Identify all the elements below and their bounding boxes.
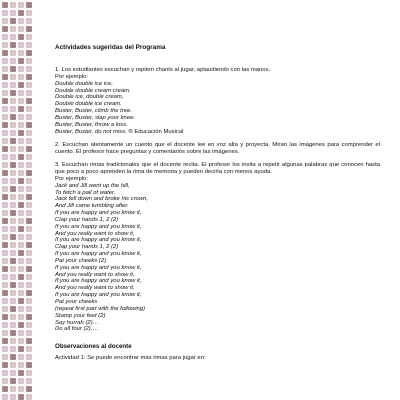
decorative-square bbox=[18, 346, 24, 352]
decorative-square bbox=[26, 298, 32, 304]
decorative-square bbox=[10, 354, 16, 360]
decorative-square bbox=[18, 370, 24, 376]
decorative-square bbox=[2, 10, 8, 16]
rhyme-line: Do all four (2)…. bbox=[55, 326, 99, 333]
rhyme-line: Pat your cheeks bbox=[55, 299, 98, 305]
decorative-square bbox=[10, 210, 16, 216]
decorative-square bbox=[18, 58, 24, 64]
decorative-square bbox=[26, 82, 32, 88]
rhyme-line: (repeat first part with the following) bbox=[55, 305, 146, 312]
rhyme-line: And Jill came tumbling after. bbox=[55, 203, 129, 210]
decorative-square bbox=[2, 114, 8, 120]
decorative-square bbox=[26, 322, 32, 328]
decorative-square bbox=[18, 186, 24, 192]
decorative-square bbox=[26, 74, 32, 80]
decorative-square bbox=[26, 282, 32, 288]
source-reference: ® Educación Musical bbox=[128, 128, 184, 135]
decorative-square bbox=[2, 58, 8, 64]
decorative-square bbox=[26, 306, 32, 312]
decorative-square bbox=[18, 306, 24, 312]
decorative-square bbox=[26, 10, 32, 16]
decorative-square bbox=[10, 26, 16, 32]
decorative-square bbox=[18, 106, 24, 112]
decorative-square bbox=[18, 386, 24, 392]
decorative-square bbox=[26, 202, 32, 208]
decorative-square bbox=[26, 162, 32, 168]
decorative-square bbox=[26, 178, 32, 184]
decorative-square bbox=[26, 218, 32, 224]
decorative-square bbox=[2, 154, 8, 160]
decorative-square bbox=[26, 314, 32, 320]
decorative-square bbox=[10, 346, 16, 352]
decorative-square bbox=[26, 194, 32, 200]
decorative-square bbox=[10, 170, 16, 176]
decorative-square bbox=[10, 218, 16, 224]
decorative-square bbox=[10, 114, 16, 120]
decorative-square bbox=[18, 338, 24, 344]
decorative-square bbox=[26, 170, 32, 176]
decorative-square bbox=[2, 162, 8, 168]
decorative-square bbox=[18, 210, 24, 216]
decorative-square bbox=[10, 290, 16, 296]
decorative-square bbox=[2, 82, 8, 88]
decorative-square bbox=[10, 378, 16, 384]
decorative-square bbox=[18, 98, 24, 104]
chant-line: Double ice, double cream, bbox=[55, 94, 124, 101]
rhyme-line: If you are happy and you know it, bbox=[55, 264, 142, 271]
activity-3-rhymes bbox=[55, 183, 380, 334]
rhyme-line: Stamp your feet (2) bbox=[55, 312, 106, 319]
decorative-square bbox=[2, 90, 8, 96]
decorative-square bbox=[2, 66, 8, 72]
decorative-square bbox=[18, 162, 24, 168]
decorative-square bbox=[18, 18, 24, 24]
decorative-square bbox=[10, 386, 16, 392]
decorative-square bbox=[26, 210, 32, 216]
decorative-square bbox=[18, 234, 24, 240]
decorative-square bbox=[2, 306, 8, 312]
decorative-square bbox=[18, 146, 24, 152]
decorative-square bbox=[18, 242, 24, 248]
decorative-square bbox=[26, 114, 32, 120]
decorative-square bbox=[26, 18, 32, 24]
decorative-square bbox=[2, 322, 8, 328]
decorative-square bbox=[26, 138, 32, 144]
decorative-square bbox=[18, 42, 24, 48]
decorative-square bbox=[18, 82, 24, 88]
decorative-square bbox=[2, 18, 8, 24]
decorative-square bbox=[2, 202, 8, 208]
decorative-square bbox=[18, 354, 24, 360]
decorative-square bbox=[18, 322, 24, 328]
decorative-square bbox=[2, 170, 8, 176]
page-title: Actividades sugeridas del Programa bbox=[55, 44, 166, 51]
activity-1-example-label: Por ejemplo: bbox=[55, 73, 89, 80]
decorative-square bbox=[18, 26, 24, 32]
rhyme-line: And you really want to show it, bbox=[55, 230, 135, 237]
decorative-square bbox=[26, 90, 32, 96]
rhyme-line: To fetch a pail of water. bbox=[55, 189, 116, 196]
decorative-square bbox=[2, 194, 8, 200]
decorative-square bbox=[10, 314, 16, 320]
decorative-square bbox=[10, 186, 16, 192]
chant-line: Double double ice cream. bbox=[55, 101, 122, 108]
decorative-square bbox=[26, 290, 32, 296]
decorative-square bbox=[10, 322, 16, 328]
observaciones-text: Actividad 1: Se puede encontrar más rimas para jugar en: bbox=[55, 354, 206, 361]
decorative-square bbox=[2, 394, 8, 400]
rhyme-line: If you are happy and you know it, bbox=[55, 278, 142, 285]
decorative-square bbox=[18, 178, 24, 184]
decorative-square bbox=[10, 394, 16, 400]
decorative-square bbox=[26, 266, 32, 272]
decorative-square bbox=[10, 66, 16, 72]
decorative-square bbox=[26, 122, 32, 128]
rhyme-line: Clap your hands 1, 2 (2) bbox=[55, 216, 119, 223]
rhyme-line: If you are happy and you know it, bbox=[55, 251, 142, 258]
decorative-square bbox=[26, 130, 32, 136]
decorative-square bbox=[2, 226, 8, 232]
decorative-square bbox=[26, 250, 32, 256]
decorative-square bbox=[26, 186, 32, 192]
decorative-square bbox=[10, 106, 16, 112]
decorative-square bbox=[26, 2, 32, 8]
decorative-square bbox=[26, 42, 32, 48]
rhyme-line: If you are happy and you know it, bbox=[55, 223, 142, 230]
decorative-square bbox=[26, 274, 32, 280]
decorative-square bbox=[18, 202, 24, 208]
decorative-square bbox=[10, 74, 16, 80]
decorative-square bbox=[10, 82, 16, 88]
decorative-square bbox=[10, 266, 16, 272]
decorative-square bbox=[26, 146, 32, 152]
rhyme-line: And you really want to show it, bbox=[55, 285, 135, 292]
decorative-square bbox=[10, 138, 16, 144]
decorative-square bbox=[10, 42, 16, 48]
decorative-square bbox=[26, 106, 32, 112]
decorative-square bbox=[10, 234, 16, 240]
decorative-square bbox=[10, 162, 16, 168]
decorative-square bbox=[26, 34, 32, 40]
decorative-square bbox=[18, 314, 24, 320]
observaciones-heading: Observaciones al docente bbox=[55, 342, 132, 350]
decorative-square bbox=[26, 258, 32, 264]
rhyme-line: If you are happy and you know it, bbox=[55, 237, 142, 244]
decorative-square bbox=[10, 298, 16, 304]
decorative-square bbox=[18, 122, 24, 128]
decorative-square bbox=[26, 98, 32, 104]
decorative-square bbox=[2, 98, 8, 104]
decorative-square bbox=[26, 226, 32, 232]
decorative-square bbox=[2, 290, 8, 296]
decorative-square bbox=[10, 178, 16, 184]
decorative-square bbox=[10, 122, 16, 128]
decorative-square bbox=[10, 250, 16, 256]
decorative-square bbox=[10, 50, 16, 56]
decorative-square bbox=[10, 130, 16, 136]
decorative-square bbox=[18, 290, 24, 296]
decorative-square bbox=[2, 42, 8, 48]
decorative-square bbox=[10, 34, 16, 40]
decorative-square bbox=[2, 378, 8, 384]
decorative-square bbox=[2, 26, 8, 32]
activity-1-chant bbox=[55, 81, 380, 136]
chant-line: Buster, Buster, throw a kiss. bbox=[55, 121, 128, 128]
decorative-square bbox=[18, 34, 24, 40]
decorative-square bbox=[10, 282, 16, 288]
document-page bbox=[55, 38, 380, 400]
decorative-square bbox=[26, 242, 32, 248]
decorative-square bbox=[26, 394, 32, 400]
decorative-square bbox=[26, 362, 32, 368]
decorative-square bbox=[10, 10, 16, 16]
rhyme-line: If you are happy and you know it, bbox=[55, 210, 142, 217]
chant-line: Buster, Buster, climb the tree. bbox=[55, 108, 132, 115]
chant-line: Buster, Buster, do not miss. bbox=[55, 128, 127, 135]
decorative-square bbox=[18, 90, 24, 96]
decorative-square bbox=[18, 266, 24, 272]
decorative-square bbox=[18, 394, 24, 400]
rhyme-line: Say hurrah (2)… bbox=[55, 319, 99, 326]
decorative-square bbox=[26, 50, 32, 56]
decorative-square bbox=[10, 306, 16, 312]
decorative-square bbox=[2, 386, 8, 392]
decorative-square bbox=[10, 274, 16, 280]
decorative-square bbox=[18, 2, 24, 8]
decorative-square bbox=[2, 34, 8, 40]
decorative-square bbox=[10, 202, 16, 208]
decorative-square bbox=[2, 282, 8, 288]
decorative-square bbox=[18, 50, 24, 56]
decorative-square bbox=[2, 338, 8, 344]
decorative-square bbox=[26, 234, 32, 240]
decorative-square bbox=[18, 330, 24, 336]
decorative-square bbox=[10, 58, 16, 64]
decorative-square bbox=[2, 354, 8, 360]
decorative-square bbox=[26, 378, 32, 384]
decorative-square bbox=[2, 234, 8, 240]
decorative-square bbox=[10, 194, 16, 200]
rhyme-line: Clap your hands 1, 2 (2) bbox=[55, 244, 119, 251]
rhyme-line: Pat your cheeks (2). bbox=[55, 257, 108, 264]
decorative-square bbox=[2, 138, 8, 144]
decorative-square bbox=[18, 258, 24, 264]
decorative-square bbox=[2, 50, 8, 56]
decorative-square bbox=[10, 18, 16, 24]
decorative-square bbox=[2, 106, 8, 112]
decorative-square bbox=[18, 154, 24, 160]
decorative-square bbox=[2, 314, 8, 320]
decorative-square bbox=[18, 74, 24, 80]
decorative-square bbox=[10, 154, 16, 160]
decorative-square bbox=[18, 138, 24, 144]
decorative-square bbox=[26, 370, 32, 376]
chant-line: Buster, Buster, slap your knee. bbox=[55, 114, 135, 121]
decorative-square bbox=[18, 226, 24, 232]
decorative-square bbox=[26, 346, 32, 352]
decorative-square bbox=[26, 26, 32, 32]
activity-2-text: 2. Escuchan atentamente un cuento que el docente lee en voz alta y proyecta. Miran las imágenes para comprender el cuento. El profesor hace preguntas y comentarios sobre las imágenes. bbox=[55, 141, 380, 155]
rhyme-line: And you really want to show it, bbox=[55, 271, 135, 278]
rhyme-line: Jack and Jill went up the hill, bbox=[55, 182, 130, 189]
rhyme-line: If you are happy and you know it, bbox=[55, 292, 142, 299]
decorative-square bbox=[2, 362, 8, 368]
decorative-square bbox=[2, 250, 8, 256]
decorative-square bbox=[18, 274, 24, 280]
decorative-square bbox=[18, 170, 24, 176]
decorative-square bbox=[10, 258, 16, 264]
decorative-square bbox=[18, 10, 24, 16]
decorative-square bbox=[2, 186, 8, 192]
decorative-square bbox=[26, 354, 32, 360]
decorative-square bbox=[10, 242, 16, 248]
decorative-square bbox=[26, 66, 32, 72]
decorative-square bbox=[2, 210, 8, 216]
decorative-square bbox=[26, 338, 32, 344]
decorative-square bbox=[18, 114, 24, 120]
decorative-square bbox=[10, 98, 16, 104]
decorative-square bbox=[2, 274, 8, 280]
decorative-square bbox=[2, 370, 8, 376]
decorative-square bbox=[2, 242, 8, 248]
decorative-square bbox=[26, 154, 32, 160]
decorative-square bbox=[18, 378, 24, 384]
decorative-square bbox=[2, 2, 8, 8]
decorative-square bbox=[2, 346, 8, 352]
decorative-square bbox=[18, 362, 24, 368]
decorative-square-strip bbox=[0, 0, 32, 400]
decorative-square bbox=[10, 362, 16, 368]
decorative-square bbox=[10, 338, 16, 344]
activity-1-intro: 1. Los estudiantes escuchan y repiten chants al jugar, aplaudiendo con las manos. bbox=[55, 67, 271, 73]
chant-line: Double double cream cream. bbox=[55, 87, 131, 94]
decorative-square bbox=[2, 74, 8, 80]
decorative-square bbox=[18, 194, 24, 200]
decorative-square bbox=[18, 298, 24, 304]
activity-3-text: 3. Escuchan rimas tradicionales que el docente recita. El profesor los invita a repetir algunas palabras que conocen hasta que poco a poco aprenden la rima de memoria y pueden decirla con menos ayuda. bbox=[55, 162, 380, 175]
decorative-square bbox=[10, 90, 16, 96]
decorative-square bbox=[10, 330, 16, 336]
decorative-square bbox=[2, 146, 8, 152]
decorative-square bbox=[18, 250, 24, 256]
decorative-square bbox=[2, 330, 8, 336]
decorative-square bbox=[2, 298, 8, 304]
decorative-square bbox=[18, 130, 24, 136]
decorative-square bbox=[2, 266, 8, 272]
chant-line: Double double ice ice, bbox=[55, 80, 113, 87]
decorative-square bbox=[18, 218, 24, 224]
decorative-square bbox=[10, 146, 16, 152]
decorative-square bbox=[26, 58, 32, 64]
rhyme-line: Jack fell down and broke his crown, bbox=[55, 196, 148, 203]
decorative-square bbox=[10, 2, 16, 8]
decorative-square bbox=[10, 226, 16, 232]
decorative-square bbox=[2, 178, 8, 184]
decorative-square bbox=[18, 66, 24, 72]
decorative-square bbox=[2, 122, 8, 128]
decorative-square bbox=[26, 386, 32, 392]
decorative-square bbox=[10, 370, 16, 376]
activity-3-example-label: Por ejemplo: bbox=[55, 175, 89, 182]
chant-line-with-ref bbox=[55, 129, 380, 136]
decorative-square bbox=[26, 330, 32, 336]
decorative-square bbox=[18, 282, 24, 288]
decorative-square bbox=[2, 130, 8, 136]
decorative-square bbox=[2, 218, 8, 224]
decorative-square bbox=[2, 258, 8, 264]
